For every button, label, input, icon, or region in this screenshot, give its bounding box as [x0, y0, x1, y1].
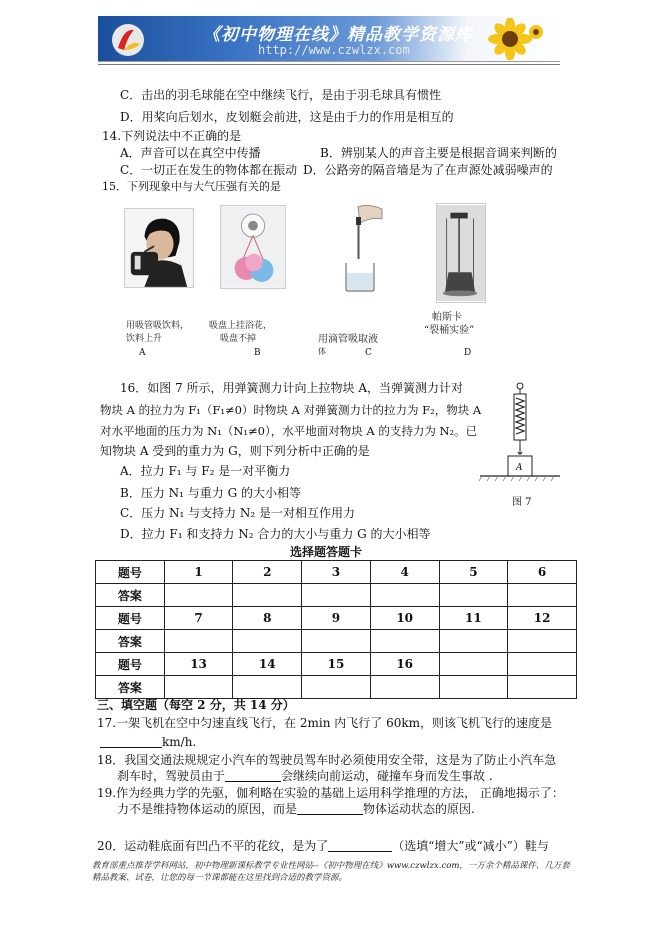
section-3-heading: 三、填空题（每空 2 分，共 14 分） — [97, 698, 295, 712]
q14-option-b: B．辨别某人的声音主要是根据音调来判断的 — [320, 146, 557, 160]
answer-cell[interactable] — [233, 676, 302, 699]
answer-cell[interactable] — [302, 676, 371, 699]
dropper-image — [338, 203, 394, 293]
label-c: C — [365, 348, 372, 358]
logo-icon — [110, 22, 146, 58]
spring-scale-figure — [478, 380, 562, 490]
table-row — [96, 676, 577, 699]
q19-line1: 19.作为经典力学的先驱，伽利略在实验的基础上运用科学推理的方法， 正确地揭示了： — [97, 786, 564, 800]
header-banner — [98, 16, 560, 62]
q18-text-b: 会继续向前运动，碰撞车身而发生事故 . — [281, 769, 493, 783]
table-row — [96, 584, 577, 607]
question-number: 13 — [164, 653, 233, 676]
q20-text-a: 20．运动鞋底面有凹凸不平的花纹，是为了 — [97, 839, 329, 853]
answer-cell[interactable] — [164, 630, 233, 653]
question-number: 4 — [370, 561, 439, 584]
q16-stem-line2: 物块 A 的拉力为 F₁（F₁≠0）时物块 A 对弹簧测力计的拉力为 F₂，物块 A — [100, 403, 482, 417]
q19-text-b: 物体运动状态的原因. — [363, 802, 475, 816]
q17-line1: 17.一架飞机在空中匀速直线飞行，在 2min 内飞行了 60km，则该飞机飞行的速度是 — [97, 716, 553, 730]
answer-cell[interactable] — [439, 676, 508, 699]
figure-7-caption: 图 7 — [512, 497, 532, 508]
q16-stem-line3: 对水平地面的压力为 N₁（N₁≠0），水平地面对物块 A 的支持力为 N₂。已 — [100, 424, 478, 438]
answer-card-title: 选择题答题卡 — [290, 545, 363, 559]
sunflower-icon — [488, 18, 548, 60]
q17-blank[interactable] — [100, 736, 162, 748]
block-label: A — [516, 463, 523, 473]
table-row — [96, 630, 577, 653]
row-header: 答案 — [96, 676, 165, 699]
q14-option-a: A．声音可以在真空中传播 — [120, 146, 261, 160]
q19-blank[interactable] — [297, 803, 363, 815]
answer-cell[interactable] — [302, 630, 371, 653]
q19-text-a: 力不是维持物体运动的原因，而是 — [117, 802, 298, 816]
straw-drinking-image — [124, 208, 194, 288]
answer-cell[interactable] — [302, 584, 371, 607]
question-number: 14 — [233, 653, 302, 676]
answer-cell[interactable] — [508, 584, 577, 607]
q16-option-a: A．拉力 F₁ 与 F₂ 是一对平衡力 — [120, 464, 291, 478]
caption-d-line2: “裂桶实验” — [424, 325, 475, 336]
question-number — [439, 653, 508, 676]
table-row — [96, 653, 577, 676]
q16-option-b: B．压力 N₁ 与重力 G 的大小相等 — [120, 486, 301, 500]
header-url[interactable]: http://www.czwlzx.com — [258, 43, 410, 57]
footer-note: 教育部重点推荐学科网站，初中物理新课标教学专业性网站--《初中物理在线》www.czwlzx.com，一万余个精品课件、几万套精品教案、试卷，让您的每一节课都能在这里找到合适的教学资源。 — [92, 861, 570, 883]
question-number: 7 — [164, 607, 233, 630]
answer-cell[interactable] — [370, 630, 439, 653]
answer-cell[interactable] — [370, 584, 439, 607]
question-number: 6 — [508, 561, 577, 584]
caption-b-line1: 吸盘上挂浴花， — [209, 321, 273, 331]
label-d: D — [464, 348, 472, 358]
caption-a-line1: 用吸管吸饮料， — [126, 321, 190, 331]
q16-option-d: D．拉力 F₁ 和支持力 N₂ 合力的大小与重力 G 的大小相等 — [120, 527, 431, 541]
answer-cell[interactable] — [439, 630, 508, 653]
q18-text-a: 刹车时，驾驶员由于 — [117, 769, 226, 783]
row-header: 答案 — [96, 584, 165, 607]
question-number: 11 — [439, 607, 508, 630]
q14-option-c: C．一切正在发生的物体都在振动 — [120, 163, 298, 177]
pascal-barrel-image — [436, 203, 486, 303]
caption-d-line1: 帕斯卡 — [432, 312, 462, 323]
question-number: 12 — [508, 607, 577, 630]
question-number — [508, 653, 577, 676]
q20-line1 — [97, 838, 549, 854]
q19-line2 — [117, 801, 475, 817]
question-number: 16 — [370, 653, 439, 676]
caption-a-line2: 饮料上升 — [126, 334, 163, 344]
answer-cell[interactable] — [164, 676, 233, 699]
answer-cell[interactable] — [164, 584, 233, 607]
q17-line2 — [100, 734, 196, 750]
q16-option-c: C．压力 N₁ 与支持力 N₂ 是一对相互作用力 — [120, 506, 356, 520]
caption-b-line2: 吸盘不掉 — [220, 334, 257, 344]
q18-line1: 18．我国交通法规规定小汽车的驾驶员驾车时必须使用安全带，这是为了防止小汽车急 — [97, 753, 557, 767]
question-number: 1 — [164, 561, 233, 584]
row-header: 题号 — [96, 607, 165, 630]
question-number: 5 — [439, 561, 508, 584]
row-header: 答案 — [96, 630, 165, 653]
table-row — [96, 607, 577, 630]
question-number: 3 — [302, 561, 371, 584]
q16-stem-line4: 知物块 A 受到的重力为 G，则下列分析中正确的是 — [100, 444, 370, 458]
caption-c-line2: 体 — [318, 347, 326, 356]
q20-text-b: （选填“增大”或“减小”）鞋与 — [392, 839, 549, 853]
row-header: 题号 — [96, 561, 165, 584]
q17-unit: km/h. — [162, 735, 197, 749]
q14-option-d: D．公路旁的隔音墙是为了在声源处减弱噪声的 — [303, 163, 553, 177]
answer-cell[interactable] — [233, 630, 302, 653]
question-number: 2 — [233, 561, 302, 584]
row-header: 题号 — [96, 653, 165, 676]
question-number: 8 — [233, 607, 302, 630]
table-row — [96, 561, 577, 584]
q13-option-c: C．击出的羽毛球能在空中继续飞行，是由于羽毛球具有惯性 — [120, 88, 442, 102]
answer-cell[interactable] — [233, 584, 302, 607]
q20-blank[interactable] — [328, 840, 392, 852]
q18-line2 — [117, 768, 493, 784]
answer-cell[interactable] — [508, 630, 577, 653]
answer-cell[interactable] — [439, 584, 508, 607]
answer-cell[interactable] — [370, 676, 439, 699]
q18-blank[interactable] — [225, 770, 281, 782]
q16-stem-line1: 16．如图 7 所示，用弹簧测力计向上拉物块 A，当弹簧测力计对 — [120, 381, 464, 395]
header-title: 《初中物理在线》精品教学资源库 — [203, 25, 473, 45]
label-b: B — [254, 348, 261, 358]
q13-option-d: D．用桨向后划水，皮划艇会前进，这是由于力的作用是相互的 — [120, 110, 454, 124]
suction-cup-image — [220, 205, 286, 289]
q15-stem: 15．下列现象中与大气压强有关的是 — [102, 180, 281, 193]
question-number: 9 — [302, 607, 371, 630]
q14-stem: 14.下列说法中不正确的是 — [102, 129, 242, 143]
question-number: 15 — [302, 653, 371, 676]
caption-c-line1: 用滴管吸取液 — [318, 334, 378, 345]
label-a: A — [139, 348, 146, 358]
header-rule — [98, 64, 560, 65]
answer-cell[interactable] — [508, 676, 577, 699]
question-number: 10 — [370, 607, 439, 630]
answer-card-table — [95, 560, 577, 699]
